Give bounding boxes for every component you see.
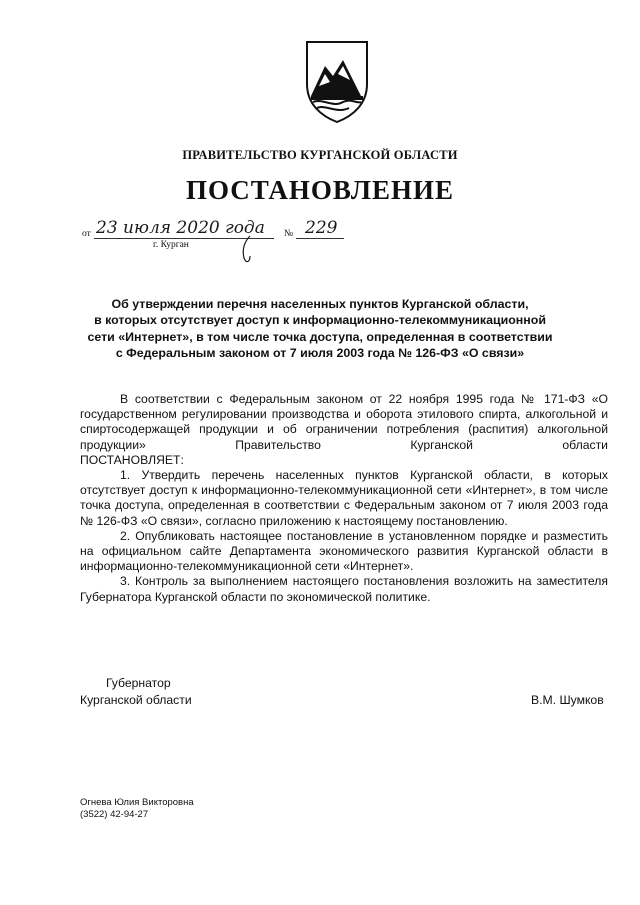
date-handwritten: 23 июля 2020 года xyxy=(96,218,265,238)
title-line-1: Об утверждении перечня населенных пунктов Курганской области, xyxy=(111,297,529,311)
preamble-paragraph: В соответствии с Федеральным законом от 22 ноября 1995 года № 171-ФЗ «О государственном регулировании производства и оборота этилового спирта, алкогольной и спиртосодержащей продукции и об ограничении потребления (распития) алкогольной продукции» Правительство Курганской области xyxy=(80,392,608,452)
document-type: ПОСТАНОВЛЕНИЕ xyxy=(185,175,455,205)
title-line-2: в которых отсутствует доступ к информационно-телекоммуникационной xyxy=(94,313,546,328)
title-line-3: сети «Интернет», в том числе точка доступа, определенная в соответствии xyxy=(87,329,553,344)
date-from-label: от xyxy=(82,229,91,239)
decree-word: ПОСТАНОВЛЯЕТ: xyxy=(80,452,184,467)
signer-title: Губернатор xyxy=(106,676,171,690)
signer-region: Курганской области xyxy=(80,693,192,707)
number-underline xyxy=(296,238,344,239)
item-3: 3. Контроль за выполнением настоящего постановления возложить на заместителя Губернатора Курганской области по экономической политике. xyxy=(80,574,608,604)
handwritten-flourish xyxy=(228,232,258,266)
number-handwritten: 229 xyxy=(305,218,338,238)
executor-name: Огнева Юлия Викторовна xyxy=(80,797,194,808)
city-label: г. Курган xyxy=(153,240,189,250)
signer-name: В.М. Шумков xyxy=(531,693,604,707)
title-line-4: с Федеральным законом от 7 июля 2003 года № 126-ФЗ «О связи» xyxy=(115,346,525,361)
item-2: 2. Опубликовать настоящее постановление в установленном порядке и разместить на официальном сайте Департамента экономического развития Курганской области в информационно-телекоммуникационной сети «Интернет». xyxy=(80,528,608,574)
number-label: № xyxy=(284,229,294,239)
executor-phone: (3522) 42-94-27 xyxy=(80,809,149,820)
coat-of-arms-emblem xyxy=(303,38,371,124)
document-body xyxy=(80,392,608,605)
document-title xyxy=(70,296,570,362)
government-name: ПРАВИТЕЛЬСТВО КУРГАНСКОЙ ОБЛАСТИ xyxy=(182,148,458,162)
item-1: 1. Утвердить перечень населенных пунктов Курганской области, в которых отсутствует доступ к информационно-телекоммуникационной сети «Интернет», в том числе точка доступа, определенная в соответствии с Федеральным законом от 7 июля 2003 года № 126-ФЗ «О связи», согласно приложению к настоящему постановлению. xyxy=(80,468,608,528)
